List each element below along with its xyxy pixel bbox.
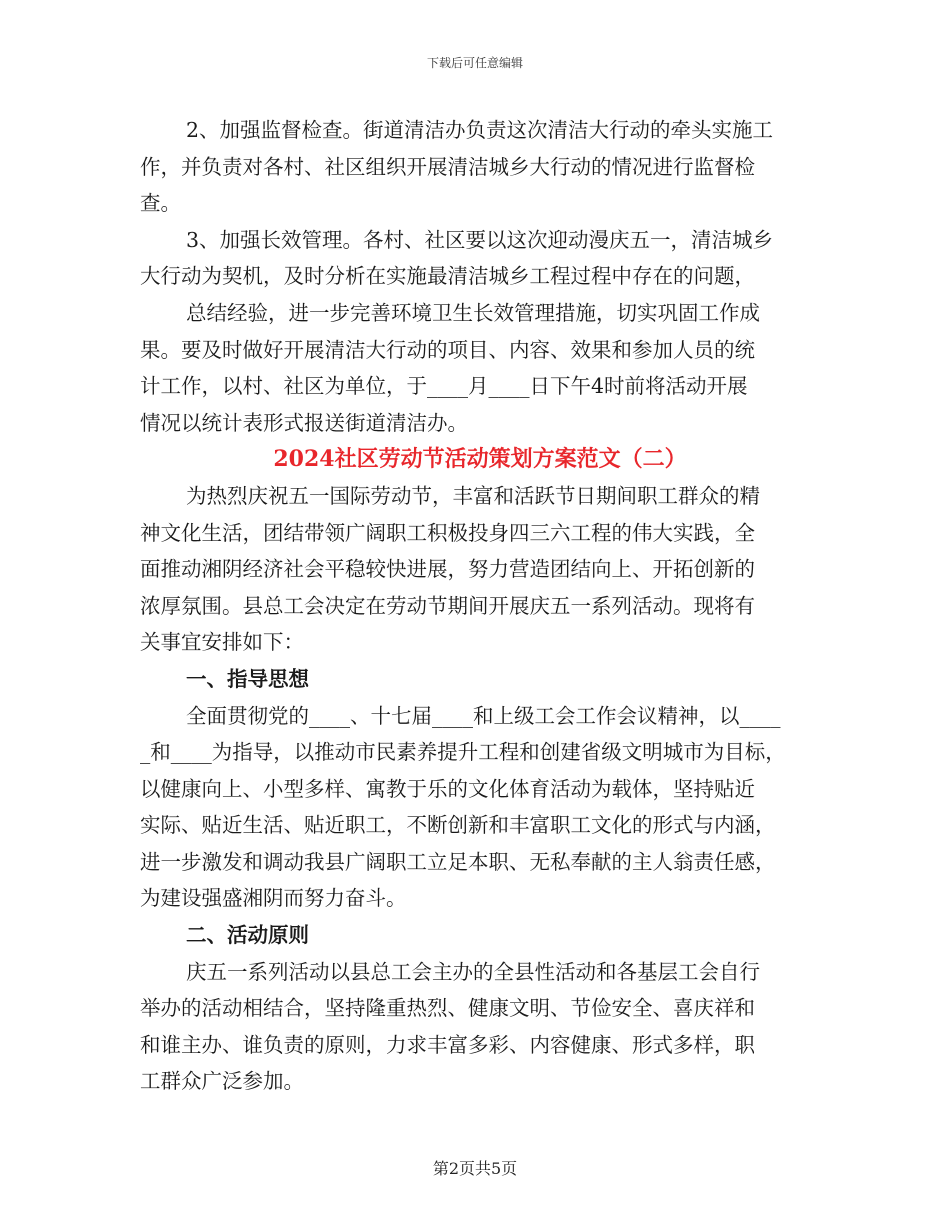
paragraph-line: 举办的活动相结合，坚持隆重热烈、健康文明、节俭安全、喜庆祥和 (140, 996, 755, 1021)
document-body (140, 112, 820, 1100)
paragraph-line: 浓厚氛围。县总工会决定在劳动节期间开展庆五一系列活动。现将有 (140, 593, 755, 618)
paragraph-line: 总结经验，进一步完善环境卫生长效管理措施，切实巩固工作成 (186, 300, 760, 325)
document-title: 2024社区劳动节活动策划方案范文（二） (273, 446, 687, 473)
paragraph-line: 为建设强盛湘阴而努力奋斗。 (140, 886, 407, 911)
header-note: 下载后可任意编辑 (426, 56, 523, 70)
paragraph-line: 关事宜安排如下： (140, 630, 304, 655)
paragraph-line: 查。 (140, 191, 181, 216)
paragraph-line: 为热烈庆祝五一国际劳动节，丰富和活跃节日期间职工群众的精 (186, 483, 760, 508)
paragraph-line: 神文化生活，团结带领广阔职工积极投身四三六工程的伟大实践，全 (140, 520, 755, 545)
paragraph-line: 进一步激发和调动我县广阔职工立足本职、无私奉献的主人翁责任感， (140, 849, 776, 874)
paragraph-line: 大行动为契机，及时分析在实施最清洁城乡工程过程中存在的问题， (140, 264, 755, 289)
paragraph-line: 作，并负责对各村、社区组织开展清洁城乡大行动的情况进行监督检 (140, 154, 755, 179)
paragraph-line: 2、加强监督检查。街道清洁办负责这次清洁大行动的牵头实施工 (186, 118, 774, 142)
paragraph-line: 实际、贴近生活、贴近职工，不断创新和丰富职工文化的形式与内涵， (140, 813, 776, 838)
paragraph-line: 工群众广泛参加。 (140, 1069, 304, 1094)
paragraph-line: 和谁主办、谁负责的原则，力求丰富多彩、内容健康、形式多样，职 (140, 1032, 755, 1057)
paragraph-line: 庆五一系列活动以县总工会主办的全县性活动和各基层工会自行 (186, 959, 760, 984)
paragraph-line: 果。要及时做好开展清洁大行动的项目、内容、效果和参加人员的统 (140, 337, 755, 362)
paragraph-line: _和____为指导，以推动市民素养提升工程和创建省级文明城市为目标， (140, 740, 786, 765)
section-heading: 一、指导思想 (186, 666, 309, 691)
paragraph-line: 3、加强长效管理。各村、社区要以这次迎动漫庆五一，清洁城乡 (186, 227, 774, 252)
page-number: 第2页共5页 (432, 1159, 518, 1178)
paragraph-line: 面推动湘阴经济社会平稳较快进展，努力营造团结向上、开拓创新的 (140, 557, 755, 582)
paragraph-line: 情况以统计表形式报送街道清洁办。 (140, 410, 468, 435)
paragraph-line: 全面贯彻党的____、十七届____和上级工会工作会议精神，以____ (186, 703, 781, 728)
section-heading: 二、活动原则 (186, 923, 309, 948)
paragraph-line: 以健康向上、小型多样、寓教于乐的文化体育活动为载体，坚持贴近 (140, 776, 755, 801)
paragraph-line: 计工作，以村、社区为单位，于____月____日下午4时前将活动开展 (140, 374, 748, 399)
